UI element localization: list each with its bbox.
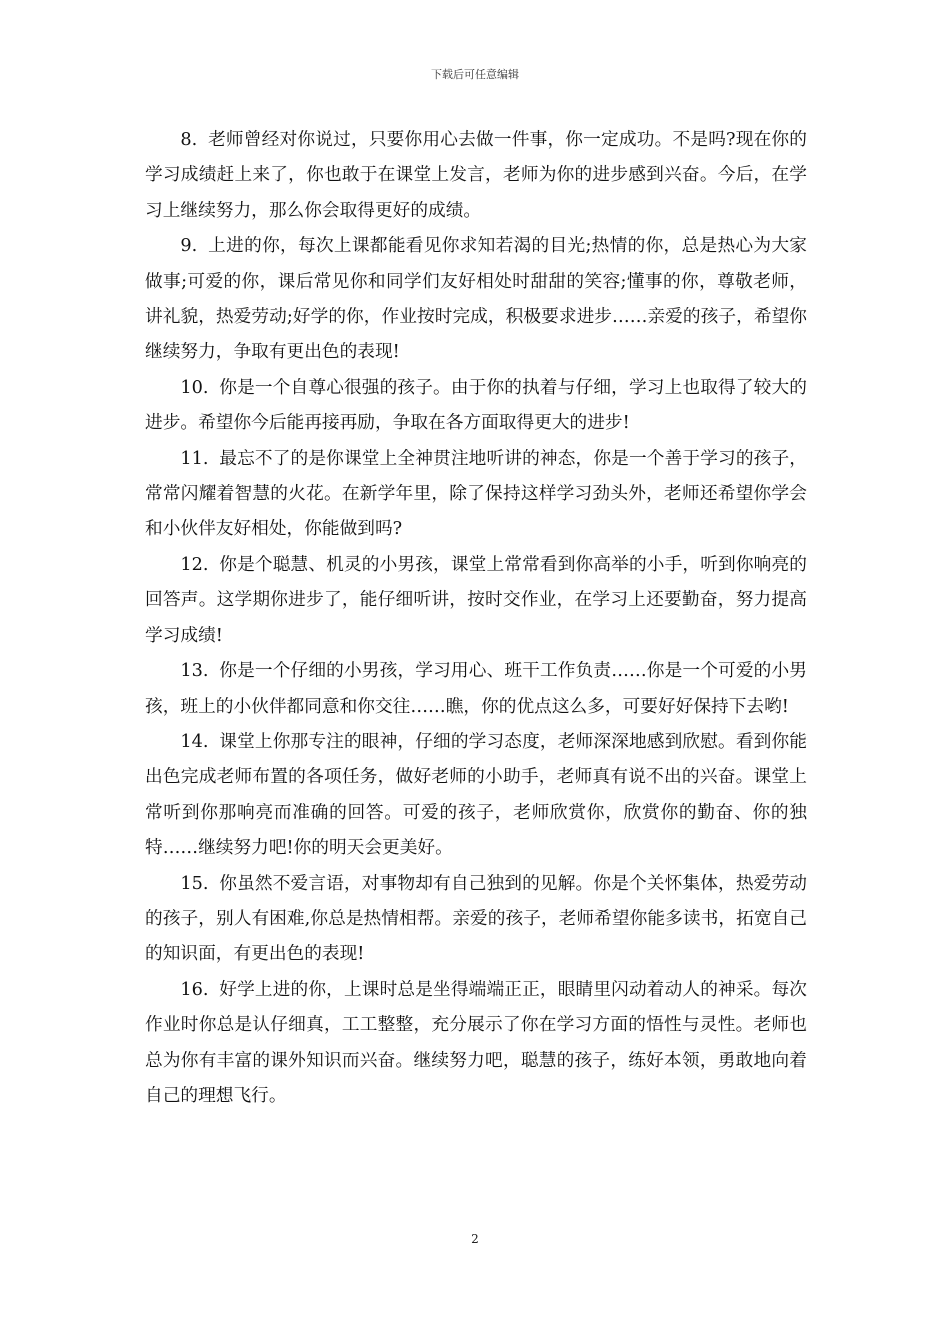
paragraph-text: 课堂上你那专注的眼神，仔细的学习态度，老师深深地感到欣慰。看到你能出色完成老师布置的各项任务，做好老师的小助手，老师真有说不出的兴奋。课堂上常听到你那响亮而准确的回答。可爱的孩子，老师欣赏你，欣赏你的勤奋、你的独特……继续努力吧!你的明天会更美好。 (145, 731, 807, 859)
paragraph-number: 10. (180, 377, 209, 398)
paragraph-text: 好学上进的你，上课时总是坐得端端正正，眼睛里闪动着动人的神采。每次作业时你总是认仔细真，工工整整，充分展示了你在学习方面的悟性与灵性。老师也总为你有丰富的课外知识而兴奋。继续努力吧，聪慧的孩子，练好本领，勇敢地向着自己的理想飞行。 (145, 979, 807, 1106)
paragraph-number: 16. (180, 979, 209, 1000)
document-body (145, 123, 807, 1114)
paragraph-number: 15. (180, 873, 209, 894)
page-header: 下载后可任意编辑 (431, 68, 519, 81)
comment-paragraph-13 (145, 654, 807, 725)
paragraph-number: 13. (180, 661, 209, 682)
paragraph-number: 8. (180, 130, 198, 150)
paragraph-text: 最忘不了的是你课堂上全神贯注地听讲的神态，你是一个善于学习的孩子，常常闪耀着智慧的火花。在新学年里，除了保持这样学习劲头外，老师还希望你学会和小伙伴友好相处，你能做到吗? (145, 448, 807, 540)
paragraph-number: 12. (180, 554, 209, 575)
comment-paragraph-16 (145, 973, 807, 1115)
comment-paragraph-11 (145, 442, 807, 548)
paragraph-number: 11. (180, 448, 209, 469)
comment-paragraph-12 (145, 548, 807, 654)
comment-paragraph-9 (145, 229, 807, 371)
paragraph-text: 你是一个自尊心很强的孩子。由于你的执着与仔细，学习上也取得了较大的进步。希望你今后能再接再励，争取在各方面取得更大的进步! (145, 377, 807, 434)
paragraph-text: 你虽然不爱言语，对事物却有自己独到的见解。你是个关怀集体，热爱劳动的孩子，别人有困难,你总是热情相帮。亲爱的孩子，老师希望你能多读书，拓宽自己的知识面，有更出色的表现! (145, 873, 807, 965)
paragraph-number: 14. (180, 731, 209, 752)
page-number: 2 (471, 1232, 479, 1246)
paragraph-text: 你是个聪慧、机灵的小男孩，课堂上常常看到你高举的小手，听到你响亮的回答声。这学期你进步了，能仔细听讲，按时交作业，在学习上还要勤奋，努力提高学习成绩! (145, 554, 807, 646)
paragraph-text: 老师曾经对你说过，只要你用心去做一件事，你一定成功。不是吗?现在你的学习成绩赶上来了，你也敢于在课堂上发言，老师为你的进步感到兴奋。今后，在学习上继续努力，那么你会取得更好的成绩。 (145, 130, 807, 221)
paragraph-text: 上进的你，每次上课都能看见你求知若渴的目光;热情的你，总是热心为大家做事;可爱的你，课后常见你和同学们友好相处时甜甜的笑容;懂事的你，尊敬老师，讲礼貌，热爱劳动;好学的你，作业按时完成，积极要求进步……亲爱的孩子，希望你继续努力，争取有更出色的表现! (145, 236, 807, 363)
comment-paragraph-14 (145, 725, 807, 867)
paragraph-number: 9. (180, 236, 198, 257)
comment-paragraph-10 (145, 371, 807, 442)
paragraph-text: 你是一个仔细的小男孩，学习用心、班干工作负责……你是一个可爱的小男孩，班上的小伙伴都同意和你交往……瞧，你的优点这么多，可要好好保持下去哟! (145, 661, 807, 717)
comment-paragraph-8 (145, 123, 807, 229)
comment-paragraph-15 (145, 867, 807, 973)
